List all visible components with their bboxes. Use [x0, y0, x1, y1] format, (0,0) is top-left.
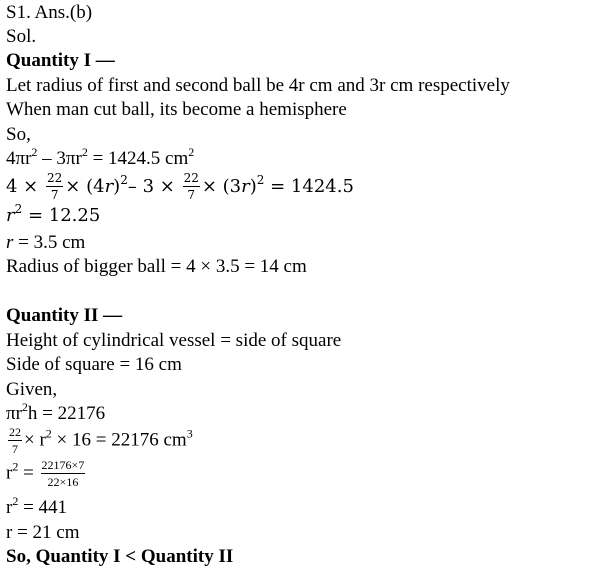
q1-equation-1: $4\pi r^2 - 3\pi r^2 = 1424.5$ $cm^2$: [6, 145, 195, 169]
q2-line-2: Side of square = 16 cm: [6, 354, 182, 375]
q2-equation-2: $\frac{22}{7}$ × $r^2 \times 16 = 22176$ $cm^3$: [9, 425, 193, 457]
fraction: $\frac{22}{7}$: [47, 171, 63, 203]
q1-equation-3: $r^2 = 12.25$: [6, 202, 101, 226]
fraction: $\frac{22176\times 7}{22\times 16}$: [41, 458, 85, 490]
q2-equation-1: $\pi r^2h = 22176$: [6, 400, 106, 424]
q1-line-2: When man cut ball, its become a hemisphere: [6, 99, 347, 120]
q2-line-3: Given,: [6, 379, 58, 400]
quantity-2-heading: Quantity II —: [6, 305, 123, 326]
q2-equation-3: $r^2$ = $\frac{22176\times 7}{22\times 16}$: [6, 458, 85, 490]
q2-equation-5: r = 21 cm: [6, 522, 80, 543]
q2-line-1: Height of cylindrical vessel = side of square: [6, 330, 342, 351]
quantity-1-heading: Quantity I —: [6, 50, 115, 71]
sol-label: Sol.: [6, 26, 37, 47]
fraction: $\frac{22}{7}$: [183, 171, 199, 203]
conclusion: So, Quantity I < Quantity II: [6, 546, 234, 567]
q1-equation-2: 4 × $\frac{22}{7}$ × $(4r)^2-$ 3 × $\frac{22}{7}$ × $(3r)^2 = 1424.5$: [6, 171, 354, 203]
q1-radius-result: Radius of bigger ball = 4 × 3.5 = 14 cm: [6, 256, 307, 277]
fraction: $\frac{22}{7}$: [9, 425, 21, 457]
q1-line-1: Let radius of first and second ball be 4r cm and 3r cm respectively: [6, 75, 510, 96]
q2-equation-4: $r^2 = 441$: [6, 494, 68, 518]
q1-equation-4: r = 3.5 cm: [6, 232, 86, 253]
answer-label: S1. Ans.(b): [6, 2, 93, 23]
q1-line-3: So,: [6, 124, 31, 145]
